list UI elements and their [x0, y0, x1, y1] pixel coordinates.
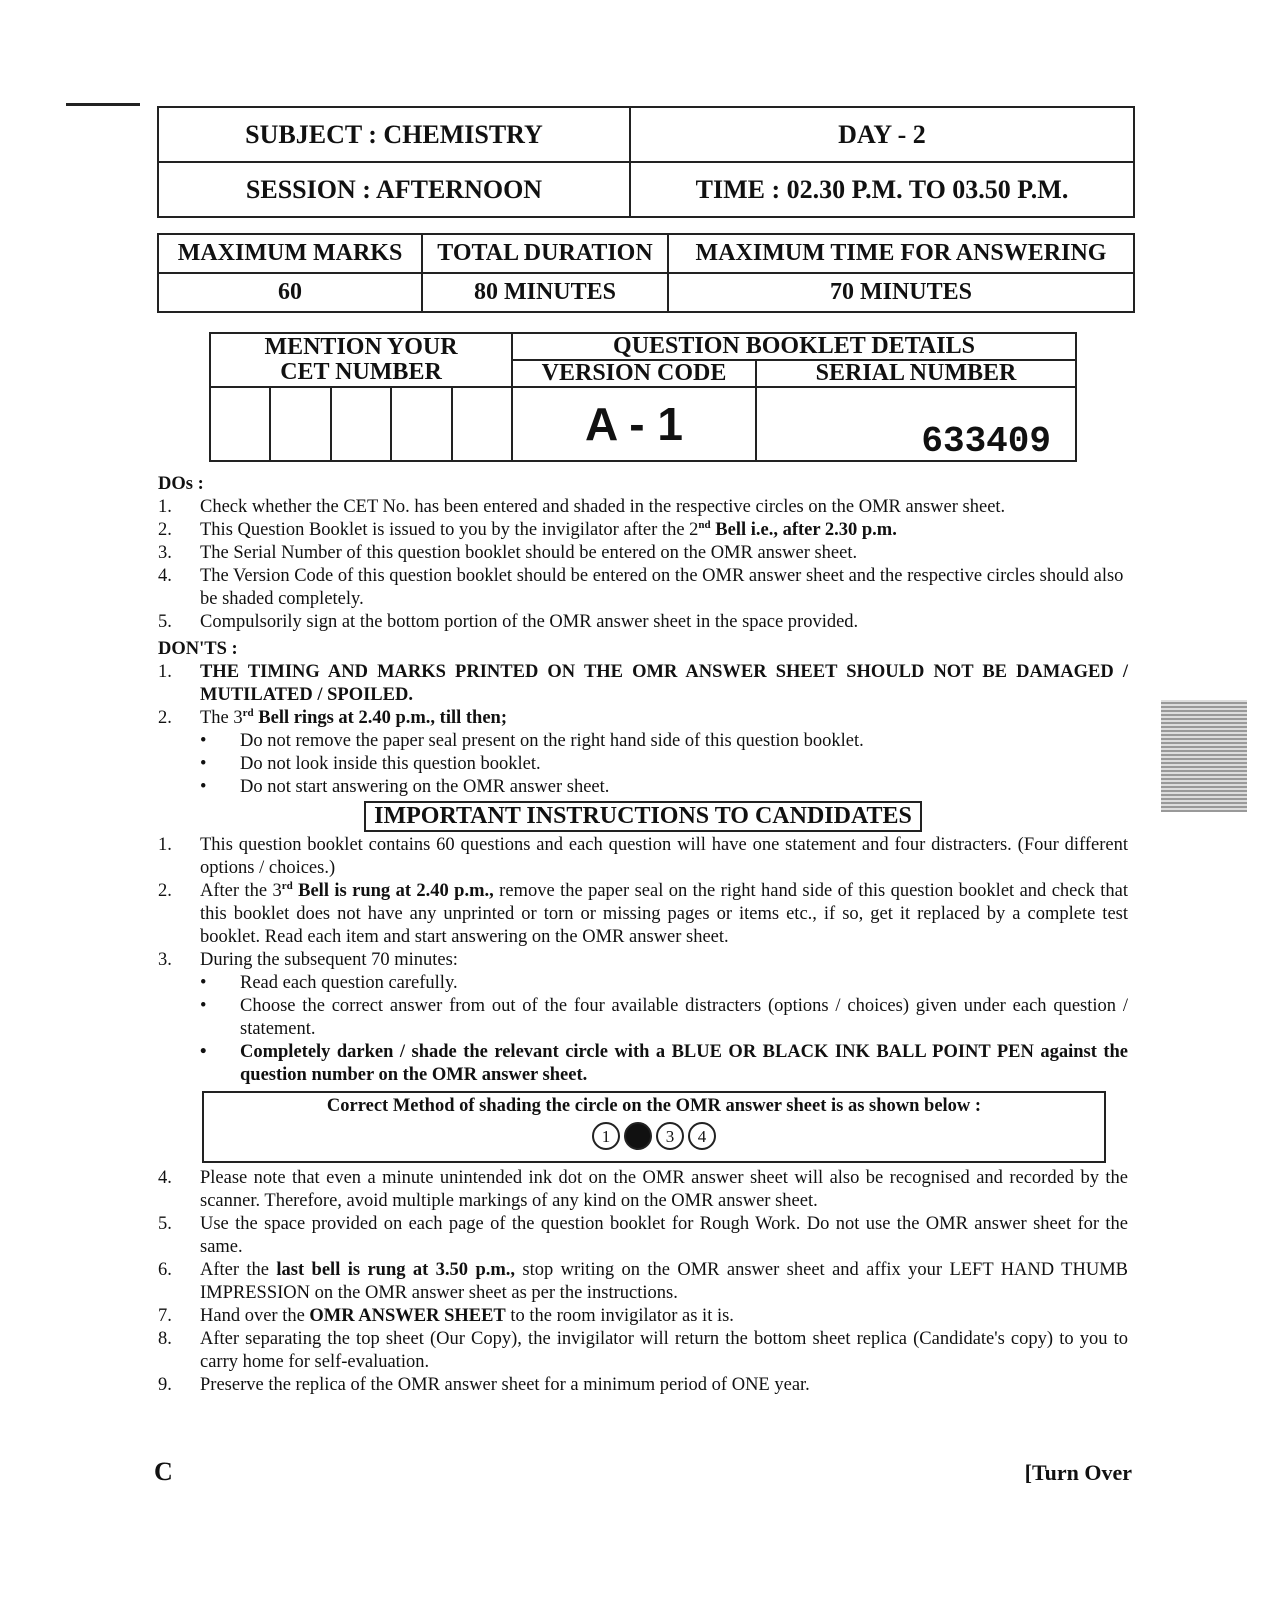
paper-seal [1161, 700, 1247, 812]
day-cell: DAY - 2 [630, 107, 1134, 162]
serial-number-value: 633409 [756, 387, 1076, 461]
list-item: 3. During the subsequent 70 minutes: [158, 950, 458, 970]
cet-digit-box[interactable] [271, 388, 331, 460]
cet-digit-box[interactable] [211, 388, 271, 460]
instructions-title: IMPORTANT INSTRUCTIONS TO CANDIDATES [364, 801, 922, 832]
list-item: • Completely darken / shade the relevant circle with a BLUE OR BLACK INK BALL POINT PEN against the question number on the OMR answer sheet. [200, 1041, 1128, 1087]
instructions-list-continued [158, 1167, 1128, 1397]
list-item: 1. This question booklet contains 60 questions and each question will have one statement and four distracters. (Four different options / choices.) [158, 835, 1128, 878]
list-item: 3. The Serial Number of this question booklet should be entered on the OMR answer sheet. [158, 543, 858, 563]
list-item: • Do not look inside this question booklet. [200, 753, 1128, 776]
omr-circle-3: 3 [656, 1122, 684, 1150]
list-item: 9. Preserve the replica of the OMR answer sheet for a minimum period of ONE year. [158, 1375, 810, 1395]
list-item: • Read each question carefully. [200, 972, 1128, 995]
list-item: 8. After separating the top sheet (Our Copy), the invigilator will return the bottom sheet replica (Candidate's copy) to you to carry home for self-evaluation. [158, 1329, 1128, 1372]
header-table [157, 106, 1135, 218]
max-marks-label: MAXIMUM MARKS [158, 234, 422, 273]
mention-label-line1: MENTION YOUR [264, 334, 458, 360]
version-code-value: A - 1 [512, 387, 756, 461]
subject-cell: SUBJECT : CHEMISTRY [158, 107, 630, 162]
list-item: • Choose the correct answer from out of the four available distracters (options / choices) given under each question / statement. [200, 995, 1128, 1041]
session-cell: SESSION : AFTERNOON [158, 162, 630, 217]
cet-digit-box[interactable] [392, 388, 452, 460]
serial-number-label: SERIAL NUMBER [756, 360, 1076, 387]
cet-digit-box[interactable] [332, 388, 392, 460]
list-item: 1. Check whether the CET No. has been entered and shaded in the respective circles on the OMR answer sheet. [158, 497, 1006, 517]
cet-digit-box[interactable] [453, 388, 511, 460]
list-item: 2. After the 3rd Bell is rung at 2.40 p.m., remove the paper seal on the right hand side of this question booklet and check that this booklet does not have any unprinted or torn or missing pages or items etc., if so, get it replaced by a complete test booklet. Read each item and start answering on the OMR answer sheet. [158, 879, 1128, 947]
time-cell: TIME : 02.30 P.M. TO 03.50 P.M. [630, 162, 1134, 217]
total-duration-value: 80 MINUTES [422, 273, 668, 312]
top-left-rule [66, 103, 140, 106]
max-time-value: 70 MINUTES [668, 273, 1134, 312]
list-item: 5. Use the space provided on each page of the question booklet for Rough Work. Do not use the OMR answer sheet for the same. [158, 1214, 1128, 1257]
max-marks-value: 60 [158, 273, 422, 312]
donts-heading: DON'TS : [158, 639, 238, 659]
dos-heading: DOs : [158, 474, 204, 494]
list-item: 1. THE TIMING AND MARKS PRINTED ON THE OMR ANSWER SHEET SHOULD NOT BE DAMAGED / MUTILATED / SPOILED. [158, 662, 1128, 705]
omr-circle-4: 4 [688, 1122, 716, 1150]
omr-circle-filled [624, 1122, 652, 1150]
list-item: 7. Hand over the OMR ANSWER SHEET to the room invigilator as it is. [158, 1306, 734, 1326]
mention-label-line2: CET NUMBER [280, 359, 442, 386]
version-code-label: VERSION CODE [512, 360, 756, 387]
list-item: 2. The 3rd Bell rings at 2.40 p.m., till then; [158, 706, 507, 728]
instructions-bullets [158, 972, 1128, 1087]
omr-circle-1: 1 [592, 1122, 620, 1150]
shading-circles [204, 1122, 1104, 1150]
instructions-list [158, 834, 1128, 972]
list-item: 5. Compulsorily sign at the bottom portion of the OMR answer sheet in the space provided. [158, 612, 859, 632]
dos-list [158, 496, 1128, 634]
turn-over-label: [Turn Over [1024, 1460, 1132, 1485]
cet-number-label [210, 333, 512, 387]
cet-number-boxes[interactable] [210, 387, 512, 461]
max-time-label: MAXIMUM TIME FOR ANSWERING [668, 234, 1134, 273]
total-duration-label: TOTAL DURATION [422, 234, 668, 273]
list-item: • Do not start answering on the OMR answer sheet. [200, 776, 1128, 799]
instructions-body [158, 473, 1128, 1397]
shading-example-box [202, 1091, 1106, 1163]
marks-table [157, 233, 1135, 313]
donts-list [158, 661, 1128, 730]
shading-caption: Correct Method of shading the circle on the OMR answer sheet is as shown below : [326, 1096, 982, 1116]
list-item: 4. The Version Code of this question booklet should be entered on the OMR answer sheet and the respective circles should also be shaded completely. [158, 566, 1124, 609]
booklet-details-table [209, 332, 1077, 462]
list-item: • Do not remove the paper seal present on the right hand side of this question booklet. [200, 730, 1128, 753]
donts-bullets [158, 730, 1128, 799]
list-item: 2. This Question Booklet is issued to you by the invigilator after the 2nd Bell i.e., after 2.30 p.m. [158, 518, 897, 540]
booklet-details-label: QUESTION BOOKLET DETAILS [512, 333, 1076, 360]
list-item: 6. After the last bell is rung at 3.50 p.m., stop writing on the OMR answer sheet and affix your LEFT HAND THUMB IMPRESSION on the OMR answer sheet as per the instructions. [158, 1260, 1128, 1303]
footer-code: C [154, 1457, 173, 1486]
list-item: 4. Please note that even a minute unintended ink dot on the OMR answer sheet will also be recognised and recorded by the scanner. Therefore, avoid multiple markings of any kind on the OMR answer sheet. [158, 1168, 1128, 1211]
